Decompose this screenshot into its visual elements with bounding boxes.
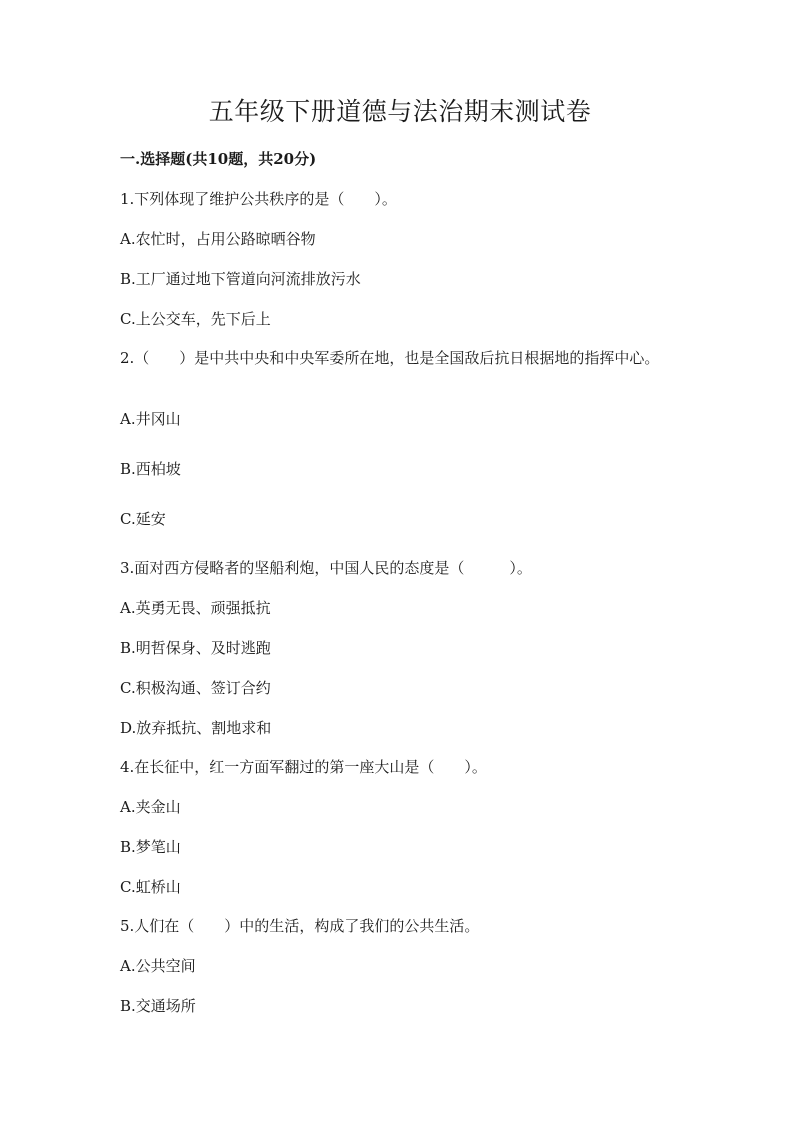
question-4-stem: 4.在长征中，红一方面军翻过的第一座大山是（ ）。	[120, 758, 487, 776]
question-3-stem: 3.面对西方侵略者的坚船利炮，中国人民的态度是（ ）。	[120, 559, 532, 577]
question-3-option-a: A.英勇无畏、顽强抵抗	[120, 599, 271, 617]
question-2-option-c: C.延安	[120, 510, 166, 528]
question-5-stem: 5.人们在（ ）中的生活，构成了我们的公共生活。	[120, 917, 480, 935]
question-4-option-c: C.虹桥山	[120, 878, 181, 896]
question-2-stem: 2.（ ）是中共中央和中央军委所在地，也是全国敌后抗日根据地的指挥中心。	[120, 349, 660, 367]
question-1-option-c: C.上公交车，先下后上	[120, 310, 271, 328]
question-5-option-a: A.公共空间	[120, 957, 196, 975]
question-1-stem: 1.下列体现了维护公共秩序的是（ ）。	[120, 190, 397, 208]
question-3-option-d: D.放弃抵抗、割地求和	[120, 719, 272, 737]
question-4-option-a: A.夹金山	[120, 798, 181, 816]
question-1-option-a: A.农忙时，占用公路晾晒谷物	[120, 230, 316, 248]
question-2-option-a: A.井冈山	[120, 410, 181, 428]
question-2-option-b: B.西柏坡	[120, 460, 181, 478]
question-4-option-b: B.梦笔山	[120, 838, 181, 856]
exam-title: 五年级下册道德与法治期末测试卷	[208, 97, 592, 126]
question-5-option-b: B.交通场所	[120, 997, 196, 1015]
question-1-option-b: B.工厂通过地下管道向河流排放污水	[120, 270, 361, 288]
question-3-option-c: C.积极沟通、签订合约	[120, 679, 271, 697]
section-heading: 一.选择题(共10题，共20分)	[120, 150, 317, 168]
question-3-option-b: B.明哲保身、及时逃跑	[120, 639, 271, 657]
